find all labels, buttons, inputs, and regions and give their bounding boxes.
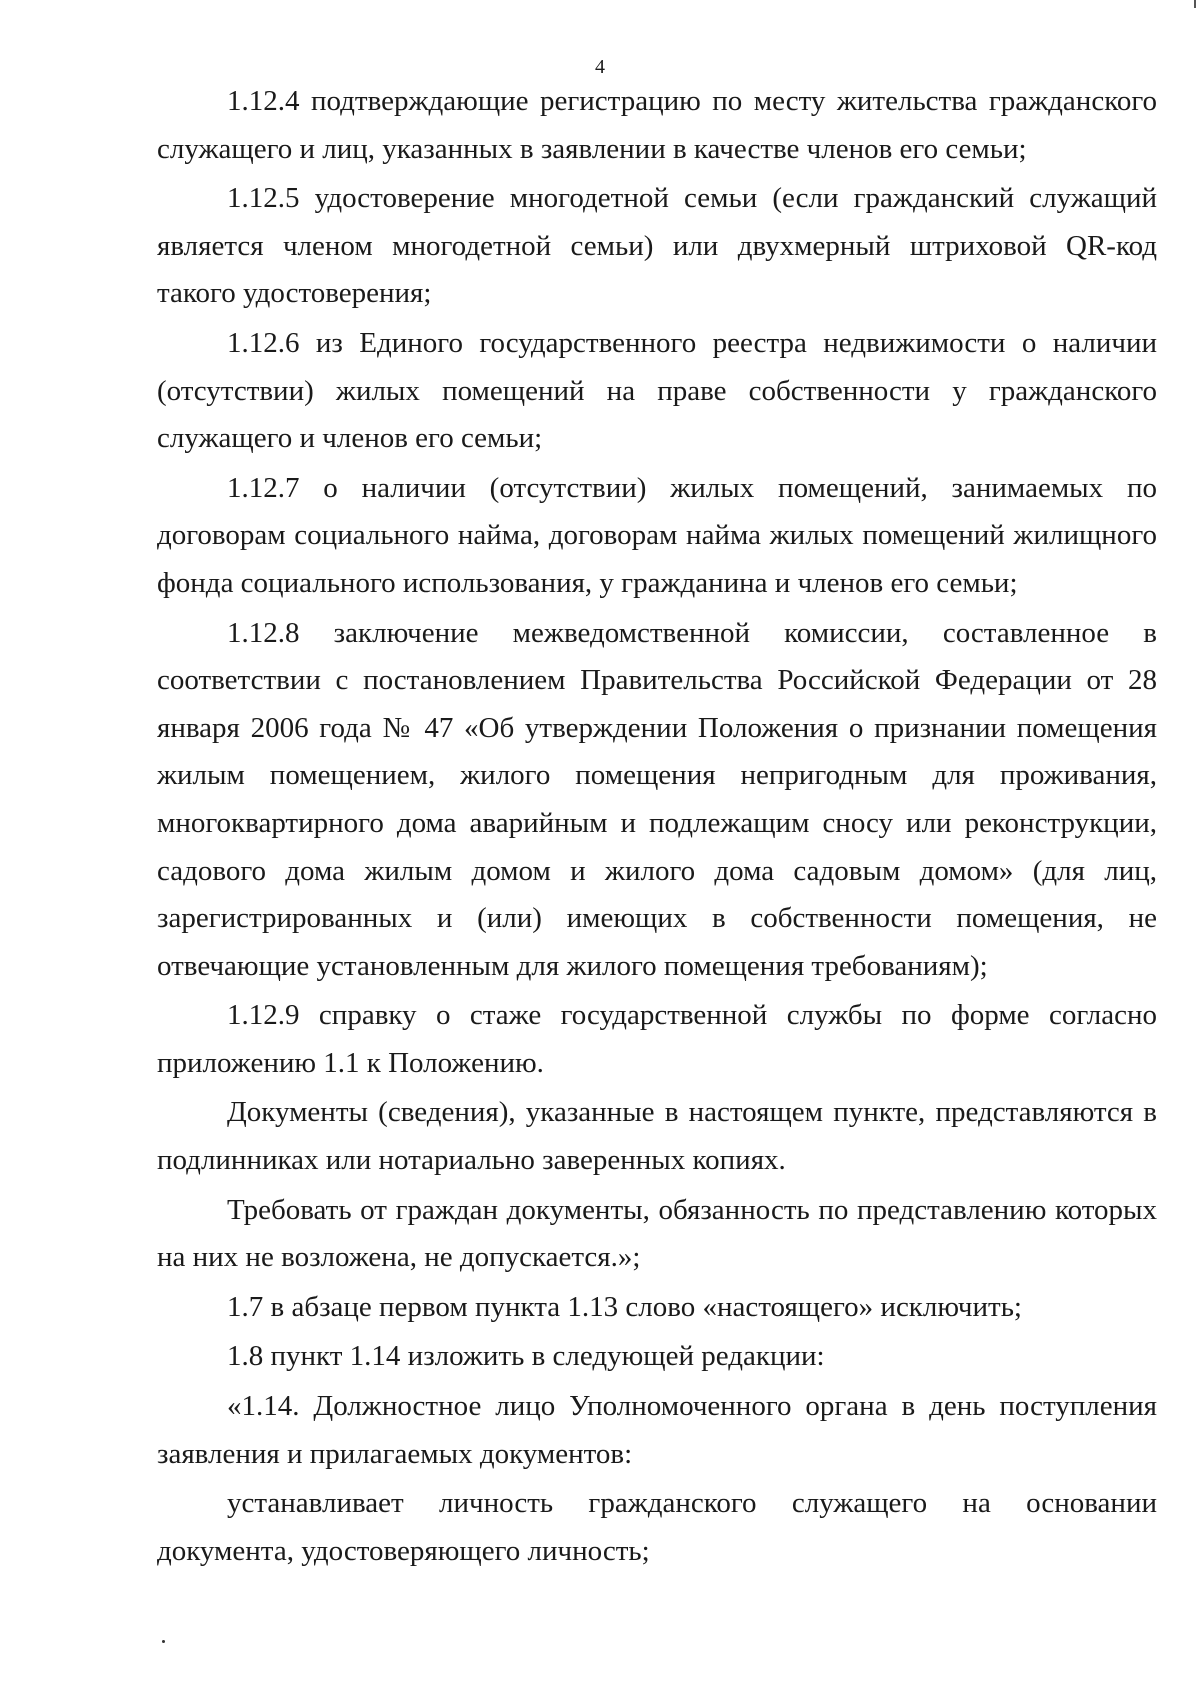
paragraph-1-7: 1.7 в абзаце первом пункта 1.13 слово «настоящего» исключить; xyxy=(227,1290,1022,1323)
page-number: 4 xyxy=(595,56,605,78)
scan-corner-mark xyxy=(1194,0,1196,8)
paragraph-1-8: 1.8 пункт 1.14 изложить в следующей редакции: xyxy=(227,1340,825,1373)
document-body xyxy=(157,78,1157,1577)
paragraph-1-12-7: 1.12.7 о наличии (отсутствии) жилых помещений, занимаемых по договорам социального найма, договорам найма жилых помещений жилищного фонда социального использования, у гражданина и членов его семьи; xyxy=(157,471,1157,599)
paragraph-1-12-8: 1.12.8 заключение межведомственной комиссии, составленное в соответствии с постановлением Правительства Российской Федерации от 28 января 2006 года № 47 «Об утверждении Положения о признании помещения жилым помещением, жилого помещения непригодным для проживания, многоквартирного дома аварийным и подлежащим сносу или реконструкции, садового дома жилым домом и жилого дома садовым домом» (для лиц, зарегистрированных и (или) имеющих в собственности помещения, не отвечающие установленным для жилого помещения требованиям); xyxy=(157,616,1157,982)
paragraph-not-required: Требовать от граждан документы, обязанность по представлению которых на них не возложена, не допускается.»; xyxy=(157,1193,1157,1274)
scan-dot-mark xyxy=(162,1640,165,1643)
paragraph-documents-originals: Документы (сведения), указанные в настоящем пункте, представляются в подлинниках или нотариально заверенных копиях. xyxy=(157,1096,1157,1177)
paragraph-1-12-9: 1.12.9 справку о стаже государственной службы по форме согласно приложению 1.1 к Положению. xyxy=(157,999,1157,1079)
paragraph-1-12-5: 1.12.5 удостоверение многодетной семьи (если гражданский служащий является членом многодетной семьи) или двухмерный штриховой QR-код такого удостоверения; xyxy=(157,182,1157,310)
paragraph-1-12-4: 1.12.4 подтверждающие регистрацию по месту жительства гражданского служащего и лиц, указанных в заявлении в качестве членов его семьи; xyxy=(157,85,1157,165)
paragraph-1-14: «1.14. Должностное лицо Уполномоченного органа в день поступления заявления и прилагаемых документов: xyxy=(157,1390,1157,1470)
paragraph-1-12-6: 1.12.6 из Единого государственного реестра недвижимости о наличии (отсутствии) жилых помещений на праве собственности у гражданского служащего и членов его семьи; xyxy=(157,326,1157,455)
paragraph-identity-check: устанавливает личность гражданского служащего на основании документа, удостоверяющего личность; xyxy=(157,1487,1157,1567)
